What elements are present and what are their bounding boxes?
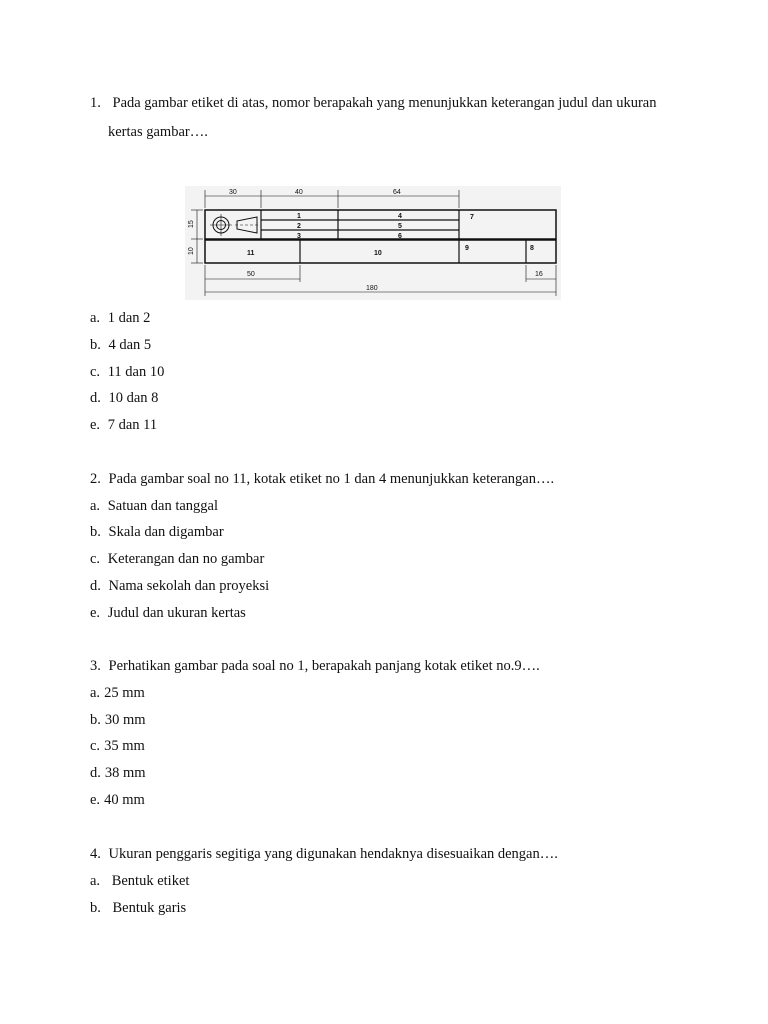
etiket-figure	[185, 186, 561, 300]
dim-left-10: 10	[188, 247, 195, 255]
option-letter: c.	[90, 364, 101, 380]
dim-bottom-180: 180	[366, 285, 378, 292]
option-1c	[90, 363, 164, 381]
etiket-drawing	[185, 186, 561, 300]
option-3d	[90, 764, 146, 782]
option-text: Keterangan dan no gambar	[107, 551, 265, 567]
option-letter: d.	[90, 765, 101, 781]
cell-7: 7	[470, 214, 474, 221]
option-text: 35 mm	[104, 738, 145, 754]
cell-11: 11	[247, 250, 255, 257]
option-3c	[90, 737, 145, 755]
question-number: 2.	[90, 471, 101, 487]
option-2a	[90, 497, 218, 515]
option-3e	[90, 791, 145, 809]
option-text: Bentuk etiket	[111, 873, 190, 889]
question-text: Perhatikan gambar pada soal no 1, berapakah panjang kotak etiket no.9….	[108, 658, 540, 674]
option-letter: a.	[90, 685, 101, 701]
dim-bottom-50: 50	[247, 271, 255, 278]
option-text: 25 mm	[104, 685, 145, 701]
option-text: Bentuk garis	[112, 900, 187, 916]
option-text: 10 dan 8	[108, 390, 159, 406]
question-text: Pada gambar soal no 11, kotak etiket no 1 dan 4 menunjukkan keterangan….	[108, 471, 555, 487]
option-1d	[90, 389, 158, 407]
option-text: 30 mm	[104, 712, 146, 728]
option-4a	[90, 872, 189, 890]
option-1e	[90, 416, 157, 434]
option-letter: e.	[90, 792, 101, 808]
question-number: 1.	[90, 95, 101, 111]
dim-top-40: 40	[295, 189, 303, 196]
option-text: 4 dan 5	[108, 337, 152, 353]
question-2	[90, 470, 554, 488]
option-letter: a.	[90, 310, 101, 326]
option-text: Skala dan digambar	[108, 524, 224, 540]
option-3a	[90, 684, 145, 702]
option-text: 11 dan 10	[107, 364, 165, 380]
cell-4: 4	[398, 213, 402, 220]
cell-9: 9	[465, 245, 469, 252]
option-letter: e.	[90, 605, 101, 621]
option-1b	[90, 336, 151, 354]
option-2d	[90, 577, 269, 595]
question-number: 3.	[90, 658, 101, 674]
option-letter: b.	[90, 524, 101, 540]
question-text: Pada gambar etiket di atas, nomor berapakah yang menunjukkan keterangan judul dan ukuran	[112, 95, 657, 111]
option-letter: b.	[90, 900, 101, 916]
cell-8: 8	[530, 245, 534, 252]
option-text: 40 mm	[104, 792, 145, 808]
option-2b	[90, 523, 224, 541]
question-1-line1	[90, 94, 656, 112]
option-3b	[90, 711, 146, 729]
dim-bottom-16: 16	[535, 271, 543, 278]
option-letter: d.	[90, 578, 101, 594]
dim-top-64: 64	[393, 189, 401, 196]
option-letter: b.	[90, 712, 101, 728]
option-text: Satuan dan tanggal	[107, 498, 219, 514]
cell-1: 1	[297, 213, 301, 220]
dim-top-30: 30	[229, 189, 237, 196]
cell-10: 10	[374, 250, 382, 257]
option-letter: c.	[90, 551, 101, 567]
option-text: Judul dan ukuran kertas	[107, 605, 246, 621]
option-4b	[90, 899, 186, 917]
option-letter: e.	[90, 417, 101, 433]
question-3	[90, 657, 540, 675]
option-letter: a.	[90, 498, 101, 514]
option-1a	[90, 309, 150, 327]
option-letter: c.	[90, 738, 101, 754]
option-text: 38 mm	[104, 765, 146, 781]
option-2c	[90, 550, 264, 568]
option-letter: a.	[90, 873, 101, 889]
option-text: Nama sekolah dan proyeksi	[108, 578, 270, 594]
cell-6: 6	[398, 233, 402, 240]
question-text: Ukuran penggaris segitiga yang digunakan hendaknya disesuaikan dengan….	[108, 846, 558, 862]
question-1-line2: kertas gambar….	[108, 124, 208, 140]
cell-3: 3	[297, 233, 301, 240]
question-number: 4.	[90, 846, 101, 862]
option-2e	[90, 604, 246, 622]
cell-2: 2	[297, 223, 301, 230]
option-letter: b.	[90, 337, 101, 353]
question-4	[90, 845, 558, 863]
cell-5: 5	[398, 223, 402, 230]
option-text: 7 dan 11	[107, 417, 158, 433]
option-text: 1 dan 2	[107, 310, 151, 326]
dim-left-15: 15	[188, 220, 195, 228]
option-letter: d.	[90, 390, 101, 406]
